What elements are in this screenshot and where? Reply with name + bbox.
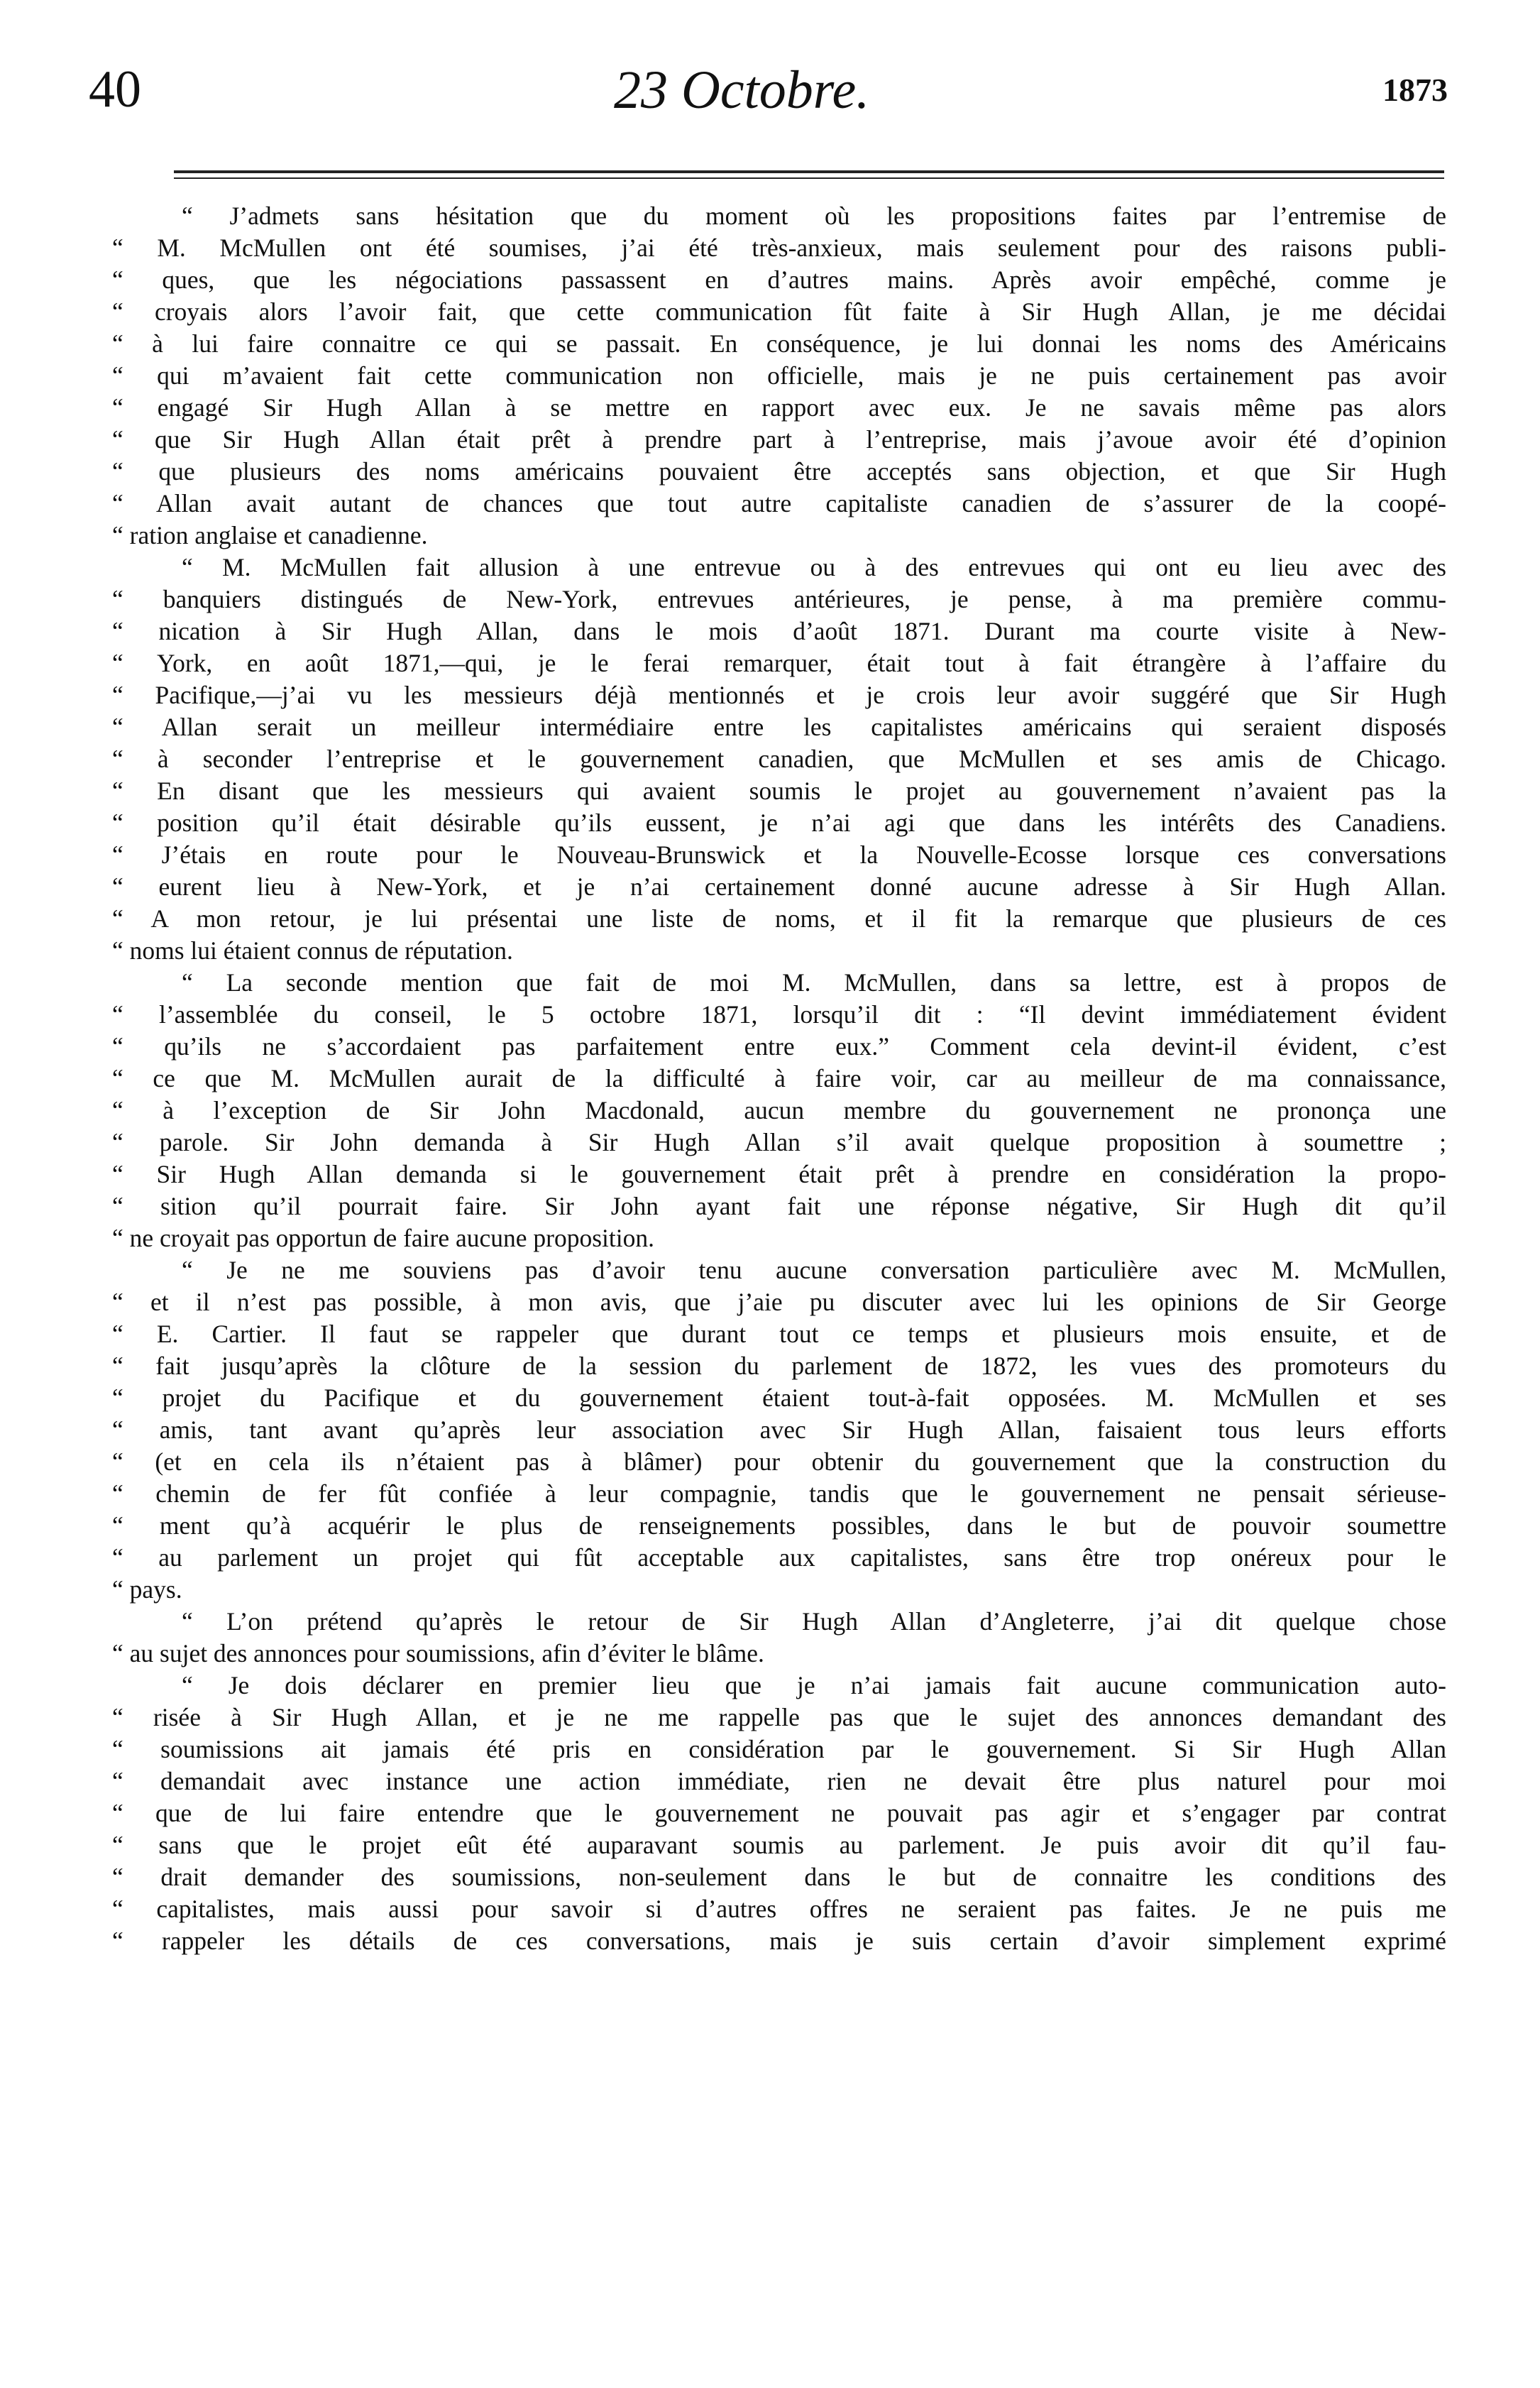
text-line: “ à l’exception de Sir John Macdonald, aucun membre du gouvernement ne prononça une	[112, 1096, 1446, 1124]
text-line: “ au parlement un projet qui fût acceptable aux capitalistes, sans être trop onéreux pour le	[112, 1543, 1446, 1572]
text-line: “ noms lui étaient connus de réputation.	[112, 936, 513, 965]
header-date: 23 Octobre.	[614, 60, 870, 120]
text-line: “ En disant que les messieurs qui avaient soumis le projet au gouvernement n’avaient pas la	[112, 777, 1446, 805]
text-line: “ ce que M. McMullen aurait de la difficulté à faire voir, car au meilleur de ma connaissance,	[112, 1064, 1446, 1092]
text-line: “ capitalistes, mais aussi pour savoir si d’autres offres ne seraient pas faites. Je ne puis me	[112, 1895, 1446, 1923]
text-line: “ drait demander des soumissions, non-seulement dans le but de connaitre les conditions des	[112, 1863, 1446, 1891]
text-line: “ Allan serait un meilleur intermédiaire entre les capitalistes américains qui seraient disposés	[112, 713, 1446, 741]
page-number: 40	[89, 60, 141, 119]
text-line: “ que plusieurs des noms américains pouvaient être acceptés sans objection, et que Sir Hugh	[112, 457, 1446, 486]
text-line: “ position qu’il était désirable qu’ils eussent, je n’ai agi que dans les intérêts des Canadiens.	[112, 809, 1446, 837]
text-line: “ M. McMullen ont été soumises, j’ai été très-anxieux, mais seulement pour des raisons publi-	[112, 234, 1446, 262]
text-line: “ que Sir Hugh Allan était prêt à prendre part à l’entreprise, mais j’avoue avoir été d’opinion	[112, 425, 1446, 454]
text-line: “ risée à Sir Hugh Allan, et je ne me rappelle pas que le sujet des annonces demandant des	[112, 1703, 1446, 1731]
text-line: “ que de lui faire entendre que le gouvernement ne pouvait pas agir et s’engager par contrat	[112, 1799, 1446, 1827]
text-line: “ rappeler les détails de ces conversations, mais je suis certain d’avoir simplement exprimé	[112, 1927, 1446, 1955]
text-line: “ York, en août 1871,—qui, je le ferai remarquer, était tout à fait étrangère à l’affaire du	[112, 649, 1446, 677]
text-line: “ L’on prétend qu’après le retour de Sir Hugh Allan d’Angleterre, j’ai dit quelque chose	[182, 1607, 1446, 1636]
text-line: “ au sujet des annonces pour soumissions, afin d’éviter le blâme.	[112, 1639, 764, 1667]
text-line: “ eurent lieu à New-York, et je n’ai certainement donné aucune adresse à Sir Hugh Allan.	[112, 872, 1446, 901]
text-line: “ banquiers distingués de New-York, entrevues antérieures, je pense, à ma première commu-	[112, 585, 1446, 613]
text-line: “ La seconde mention que fait de moi M. McMullen, dans sa lettre, est à propos de	[182, 968, 1446, 997]
text-line: “ sition qu’il pourrait faire. Sir John ayant fait une réponse négative, Sir Hugh dit qu’il	[112, 1192, 1446, 1220]
text-line: “ J’étais en route pour le Nouveau-Brunswick et la Nouvelle-Ecosse lorsque ces conversations	[112, 840, 1446, 869]
text-line: “ sans que le projet eût été auparavant soumis au parlement. Je puis avoir dit qu’il fau-	[112, 1831, 1446, 1859]
text-line: “ qui m’avaient fait cette communication non officielle, mais je ne puis certainement pas avoir	[112, 361, 1446, 390]
document-body	[112, 200, 1446, 1957]
text-line: “ Je ne me souviens pas d’avoir tenu aucune conversation particulière avec M. McMullen,	[182, 1256, 1446, 1284]
text-line: “ croyais alors l’avoir fait, que cette communication fût faite à Sir Hugh Allan, je me décidai	[112, 297, 1446, 326]
text-line: “ parole. Sir John demanda à Sir Hugh Allan s’il avait quelque proposition à soumettre ;	[112, 1128, 1446, 1156]
text-line: “ Je dois déclarer en premier lieu que je n’ai jamais fait aucune communication auto-	[182, 1671, 1446, 1699]
text-line: “ qu’ils ne s’accordaient pas parfaitement entre eux.” Comment cela devint-il évident, c’est	[112, 1032, 1446, 1061]
text-line: “ amis, tant avant qu’après leur association avec Sir Hugh Allan, faisaient tous leurs efforts	[112, 1415, 1446, 1444]
header-year: 1873	[1382, 72, 1448, 108]
text-line: “ à lui faire connaitre ce qui se passait. En conséquence, je lui donnai les noms des Américains	[112, 329, 1446, 358]
text-line: “ engagé Sir Hugh Allan à se mettre en rapport avec eux. Je ne savais même pas alors	[112, 393, 1446, 422]
text-line: “ ne croyait pas opportun de faire aucune proposition.	[112, 1224, 654, 1252]
text-line: “ demandait avec instance une action immédiate, rien ne devait être plus naturel pour moi	[112, 1767, 1446, 1795]
text-line: “ l’assemblée du conseil, le 5 octobre 1871, lorsqu’il dit : “Il devint immédiatement évident	[112, 1000, 1446, 1029]
text-line: “ à seconder l’entreprise et le gouvernement canadien, que McMullen et ses amis de Chicago.	[112, 745, 1446, 773]
text-line: “ (et en cela ils n’étaient pas à blâmer) pour obtenir du gouvernement que la construction du	[112, 1447, 1446, 1476]
text-line: “ Pacifique,—j’ai vu les messieurs déjà mentionnés et je crois leur avoir suggéré que Sir Hugh	[112, 681, 1446, 709]
text-line: “ ment qu’à acquérir le plus de renseignements possibles, dans le but de pouvoir soumettre	[112, 1511, 1446, 1540]
text-line: “ E. Cartier. Il faut se rappeler que durant tout ce temps et plusieurs mois ensuite, et de	[112, 1320, 1446, 1348]
text-line: “ fait jusqu’après la clôture de la session du parlement de 1872, les vues des promoteurs du	[112, 1352, 1446, 1380]
text-line: “ chemin de fer fût confiée à leur compagnie, tandis que le gouvernement ne pensait sérieuse-	[112, 1479, 1446, 1508]
text-line: “ et il n’est pas possible, à mon avis, que j’aie pu discuter avec lui les opinions de Sir George	[112, 1288, 1446, 1316]
text-line: “ M. McMullen fait allusion à une entrevue ou à des entrevues qui ont eu lieu avec des	[182, 553, 1446, 581]
page-header	[89, 60, 1448, 131]
text-line: “ pays.	[112, 1575, 182, 1604]
header-rule-thin	[174, 177, 1444, 179]
text-line: “ J’admets sans hésitation que du moment où les propositions faites par l’entremise de	[182, 202, 1446, 230]
text-line: “ soumissions ait jamais été pris en considération par le gouvernement. Si Sir Hugh Allan	[112, 1735, 1446, 1763]
text-line: “ projet du Pacifique et du gouvernement étaient tout-à-fait opposées. M. McMullen et ses	[112, 1384, 1446, 1412]
text-line: “ ration anglaise et canadienne.	[112, 521, 428, 549]
text-line: “ nication à Sir Hugh Allan, dans le mois d’août 1871. Durant ma courte visite à New-	[112, 617, 1446, 645]
text-line: “ Sir Hugh Allan demanda si le gouvernement était prêt à prendre en considération la propo-	[112, 1160, 1446, 1188]
text-line: “ A mon retour, je lui présentai une liste de noms, et il fit la remarque que plusieurs de ces	[112, 904, 1446, 933]
header-rule	[174, 170, 1444, 173]
text-line: “ ques, que les négociations passassent en d’autres mains. Après avoir empêché, comme je	[112, 265, 1446, 294]
text-line: “ Allan avait autant de chances que tout autre capitaliste canadien de s’assurer de la coopé-	[112, 489, 1446, 517]
